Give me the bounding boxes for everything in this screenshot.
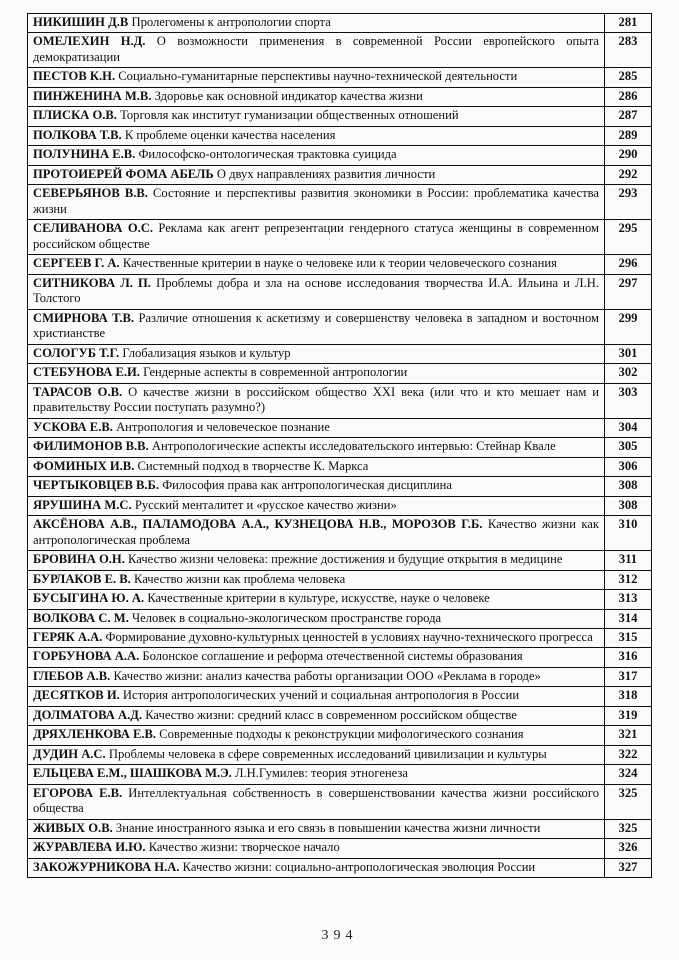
entry-title: Качество жизни как антропологическая проблема <box>33 517 599 547</box>
table-row <box>28 165 652 184</box>
table-row <box>28 309 652 344</box>
entry-title: Торговля как институт гуманизации общественных отношений <box>120 108 459 123</box>
entry-title: Различие отношения к аскетизму и совершенству человека в западном и восточном христианстве <box>33 310 600 341</box>
entry-author: ФОМИНЫХ И.В. <box>33 458 135 473</box>
entry-text <box>28 784 605 819</box>
entry-page: 322 <box>605 745 652 764</box>
entry-author: СОЛОГУБ Т.Г. <box>33 345 120 360</box>
entry-page: 302 <box>605 364 652 383</box>
entry-title: Качество жизни: социально-антропологическая эволюция России <box>182 859 536 874</box>
entry-page: 316 <box>605 648 652 667</box>
entry-text <box>28 516 605 551</box>
entry-author: ДУДИН А.С. <box>33 746 106 761</box>
entry-author: СЕРГЕЕВ Г. А. <box>33 256 120 271</box>
table-row <box>28 496 652 515</box>
entry-title: О качестве жизни в российском общество XXI века (или что и кто мешает нам и правительству России поступать разумно?) <box>33 384 599 415</box>
entry-title: Русский менталитет и «русское качество жизни» <box>134 497 397 512</box>
entry-page: 303 <box>605 383 652 418</box>
toc-table <box>27 13 652 878</box>
table-row <box>28 274 652 309</box>
entry-author: СТЕБУНОВА Е.И. <box>33 365 140 380</box>
table-row <box>28 185 652 220</box>
table-row <box>28 570 652 589</box>
entry-author: ТАРАСОВ О.В. <box>33 384 123 399</box>
table-row <box>28 364 652 383</box>
entry-author: СЕЛИВАНОВА О.С. <box>33 221 154 236</box>
entry-page: 318 <box>605 687 652 706</box>
table-row <box>28 457 652 476</box>
entry-text <box>28 418 605 437</box>
entry-author: ДРЯХЛЕНКОВА Е.В. <box>33 727 157 742</box>
entry-text <box>28 438 605 457</box>
entry-author: НИКИШИН Д.В <box>33 15 129 29</box>
entry-page: 301 <box>605 344 652 363</box>
entry-text <box>28 745 605 764</box>
table-row <box>28 33 652 68</box>
entry-page: 289 <box>605 126 652 145</box>
entry-author: ПЛИСКА О.В. <box>33 108 117 123</box>
entry-page: 308 <box>605 496 652 515</box>
entry-page: 317 <box>605 667 652 686</box>
entry-page: 305 <box>605 438 652 457</box>
table-row <box>28 839 652 858</box>
table-row <box>28 516 652 551</box>
entry-title: Проблемы добра и зла на основе исследования творчества И.А. Ильина и Л.Н. Толстого <box>33 275 599 306</box>
entry-page: 321 <box>605 726 652 745</box>
entry-title: Болонское соглашение и реформа отечественной системы образования <box>142 649 523 664</box>
entry-title: Антропологические аспекты исследовательского интервью: Стейнар Квале <box>151 439 556 454</box>
table-row <box>28 418 652 437</box>
entry-author: ПРОТОИЕРЕЙ ФОМА АБЕЛЬ <box>33 166 214 181</box>
table-row <box>28 765 652 784</box>
table-row <box>28 590 652 609</box>
entry-author: ЯРУШИНА М.С. <box>33 497 132 512</box>
entry-title: Пролегомены к антропологии спорта <box>131 15 331 29</box>
entry-title: Современные подходы к реконструкции мифологического сознания <box>159 727 524 742</box>
entry-title: Качество жизни: анализ качества работы организации ООО «Реклама в городе» <box>113 668 541 683</box>
entry-text <box>28 126 605 145</box>
entry-author: УСКОВА Е.В. <box>33 419 113 434</box>
table-row <box>28 220 652 255</box>
entry-page: 308 <box>605 477 652 496</box>
entry-title: Антропология и человеческое познание <box>116 419 330 434</box>
entry-text <box>28 570 605 589</box>
entry-text <box>28 107 605 126</box>
table-row <box>28 706 652 725</box>
entry-title: Философия права как антропологическая дисциплина <box>162 478 452 493</box>
entry-text <box>28 309 605 344</box>
entry-text <box>28 819 605 838</box>
entry-page: 287 <box>605 107 652 126</box>
entry-title: Качественные критерии в науке о человеке или к теории человеческого сознания <box>122 256 557 271</box>
entry-page: 310 <box>605 516 652 551</box>
table-row <box>28 126 652 145</box>
table-row <box>28 687 652 706</box>
table-row <box>28 745 652 764</box>
entry-text <box>28 687 605 706</box>
entry-author: ГЕРЯК А.А. <box>33 629 103 644</box>
entry-page: 283 <box>605 33 652 68</box>
entry-author: ПОЛКОВА Т.В. <box>33 127 122 142</box>
table-row <box>28 255 652 274</box>
entry-title: Глобализация языков и культур <box>122 345 291 360</box>
table-row <box>28 87 652 106</box>
entry-author: БУСЫГИНА Ю. А. <box>33 591 145 606</box>
toc-table-body <box>28 14 652 878</box>
entry-author: ЖУРАВЛЕВА И.Ю. <box>33 840 146 855</box>
entry-text <box>28 477 605 496</box>
entry-text <box>28 68 605 87</box>
entry-title: Качество жизни: средний класс в современном российском обществе <box>145 707 517 722</box>
table-row <box>28 477 652 496</box>
entry-author: ЕГОРОВА Е.В. <box>33 785 123 800</box>
entry-text <box>28 14 605 33</box>
table-row <box>28 784 652 819</box>
entry-page: 306 <box>605 457 652 476</box>
entry-text <box>28 706 605 725</box>
table-row <box>28 726 652 745</box>
entry-title: Интеллектуальная собственность в совершенствовании качества жизни российского общества <box>33 785 599 816</box>
entry-author: ВОЛКОВА С. М. <box>33 610 129 625</box>
entry-page: 281 <box>605 14 652 33</box>
entry-text <box>28 146 605 165</box>
entry-text <box>28 858 605 877</box>
table-row <box>28 146 652 165</box>
entry-text <box>28 609 605 628</box>
table-row <box>28 344 652 363</box>
entry-page: 313 <box>605 590 652 609</box>
entry-author: БРОВИНА О.Н. <box>33 552 125 567</box>
table-row <box>28 438 652 457</box>
entry-title: Качественные критерии в культуре, искусстве, науке о человеке <box>147 591 490 606</box>
entry-author: ДОЛМАТОВА А.Д. <box>33 707 143 722</box>
entry-text <box>28 274 605 309</box>
table-row <box>28 14 652 33</box>
entry-page: 312 <box>605 570 652 589</box>
entry-author: СИТНИКОВА Л. П. <box>33 275 151 290</box>
entry-text <box>28 364 605 383</box>
entry-title: Философско-онтологическая трактовка суицида <box>138 147 397 162</box>
entry-page: 325 <box>605 784 652 819</box>
entry-text <box>28 457 605 476</box>
entry-title: Формирование духовно-культурных ценностей в условиях научно-технического прогресса <box>105 629 593 644</box>
table-row <box>28 819 652 838</box>
entry-title: Л.Н.Гумилев: теория этногенеза <box>234 766 408 781</box>
entry-page: 290 <box>605 146 652 165</box>
entry-title: История антропологических учений и социальная антропология в России <box>122 688 520 703</box>
entry-page: 292 <box>605 165 652 184</box>
table-row <box>28 107 652 126</box>
entry-author: ОМЕЛЕХИН Н.Д. <box>33 34 146 49</box>
table-row <box>28 609 652 628</box>
entry-author: ЖИВЫХ О.В. <box>33 820 113 835</box>
entry-title: О возможности применения в современной России европейского опыта демократизации <box>33 34 599 64</box>
entry-page: 326 <box>605 839 652 858</box>
entry-text <box>28 648 605 667</box>
entry-title: К проблеме оценки качества населения <box>124 127 336 142</box>
table-row <box>28 667 652 686</box>
entry-text <box>28 165 605 184</box>
table-row <box>28 648 652 667</box>
entry-author: СЕВЕРЬЯНОВ В.В. <box>33 186 148 201</box>
entry-text <box>28 590 605 609</box>
entry-page: 315 <box>605 628 652 647</box>
entry-page: 327 <box>605 858 652 877</box>
entry-text <box>28 344 605 363</box>
entry-title: О двух направлениях развития личности <box>216 166 436 181</box>
entry-author: ПЕСТОВ К.Н. <box>33 69 116 84</box>
entry-author: ЧЕРТЫКОВЦЕВ В.Б. <box>33 478 160 493</box>
entry-author: ФИЛИМОНОВ В.В. <box>33 439 149 454</box>
table-row <box>28 628 652 647</box>
entry-page: 295 <box>605 220 652 255</box>
entry-title: Проблемы человека в сфере современных исследований цивилизации и культуры <box>108 746 547 761</box>
entry-page: 319 <box>605 706 652 725</box>
entry-author: ГЛЕБОВ А.В. <box>33 668 111 683</box>
entry-page: 297 <box>605 274 652 309</box>
entry-title: Качество жизни как проблема человека <box>133 571 346 586</box>
entry-author: БУРЛАКОВ Е. В. <box>33 571 131 586</box>
entry-text <box>28 726 605 745</box>
entry-text <box>28 765 605 784</box>
entry-text <box>28 185 605 220</box>
entry-title: Гендерные аспекты в современной антропологии <box>143 365 408 380</box>
entry-author: СМИРНОВА Т.В. <box>33 310 135 325</box>
entry-page: 286 <box>605 87 652 106</box>
table-row <box>28 68 652 87</box>
entry-page: 325 <box>605 819 652 838</box>
entry-text <box>28 496 605 515</box>
entry-page: 324 <box>605 765 652 784</box>
entry-text <box>28 667 605 686</box>
entry-page: 311 <box>605 551 652 570</box>
entry-text <box>28 220 605 255</box>
entry-title: Системный подход в творчестве К. Маркса <box>137 458 369 473</box>
page-number-footer: 394 <box>321 928 358 943</box>
entry-title: Социально-гуманитарные перспективы научно-технической деятельности <box>118 69 518 84</box>
entry-page: 285 <box>605 68 652 87</box>
entry-title: Знание иностранного языка и его связь в повышении качества жизни личности <box>115 820 541 835</box>
entry-page: 293 <box>605 185 652 220</box>
entry-text <box>28 33 605 68</box>
table-row <box>28 858 652 877</box>
entry-text <box>28 551 605 570</box>
table-row <box>28 551 652 570</box>
entry-author: АКСЁНОВА А.В., ПАЛАМОДОВА А.А., КУЗНЕЦОВА Н.В., МОРОЗОВ Г.Б. <box>33 517 483 532</box>
entry-author: ЕЛЬЦЕВА Е.М., ШАШКОВА М.Э. <box>33 766 232 781</box>
entry-author: ПИНЖЕНИНА М.В. <box>33 88 152 103</box>
entry-text <box>28 839 605 858</box>
entry-page: 314 <box>605 609 652 628</box>
entry-title: Качество жизни человека: прежние достижения и будущие открытия в медицине <box>128 552 563 567</box>
entry-title: Качество жизни: творческое начало <box>148 840 340 855</box>
entry-page: 299 <box>605 309 652 344</box>
entry-text <box>28 87 605 106</box>
entry-text <box>28 383 605 418</box>
entry-title: Реклама как агент репрезентации гендерного статуса женщины в современном российском обществе <box>33 221 599 251</box>
entry-author: ЗАКОЖУРНИКОВА Н.А. <box>33 859 180 874</box>
table-row <box>28 383 652 418</box>
entry-text <box>28 628 605 647</box>
entry-author: ПОЛУНИНА Е.В. <box>33 147 136 162</box>
entry-title: Человек в социально-экологическом пространстве города <box>132 610 442 625</box>
entry-title: Здоровье как основной индикатор качества жизни <box>154 88 423 103</box>
entry-page: 296 <box>605 255 652 274</box>
entry-author: ДЕСЯТКОВ И. <box>33 688 120 703</box>
entry-author: ГОРБУНОВА А.А. <box>33 649 140 664</box>
entry-title: Состояние и перспективы развития экономики в России: проблематика качества жизни <box>33 186 599 216</box>
entry-text <box>28 255 605 274</box>
entry-page: 304 <box>605 418 652 437</box>
